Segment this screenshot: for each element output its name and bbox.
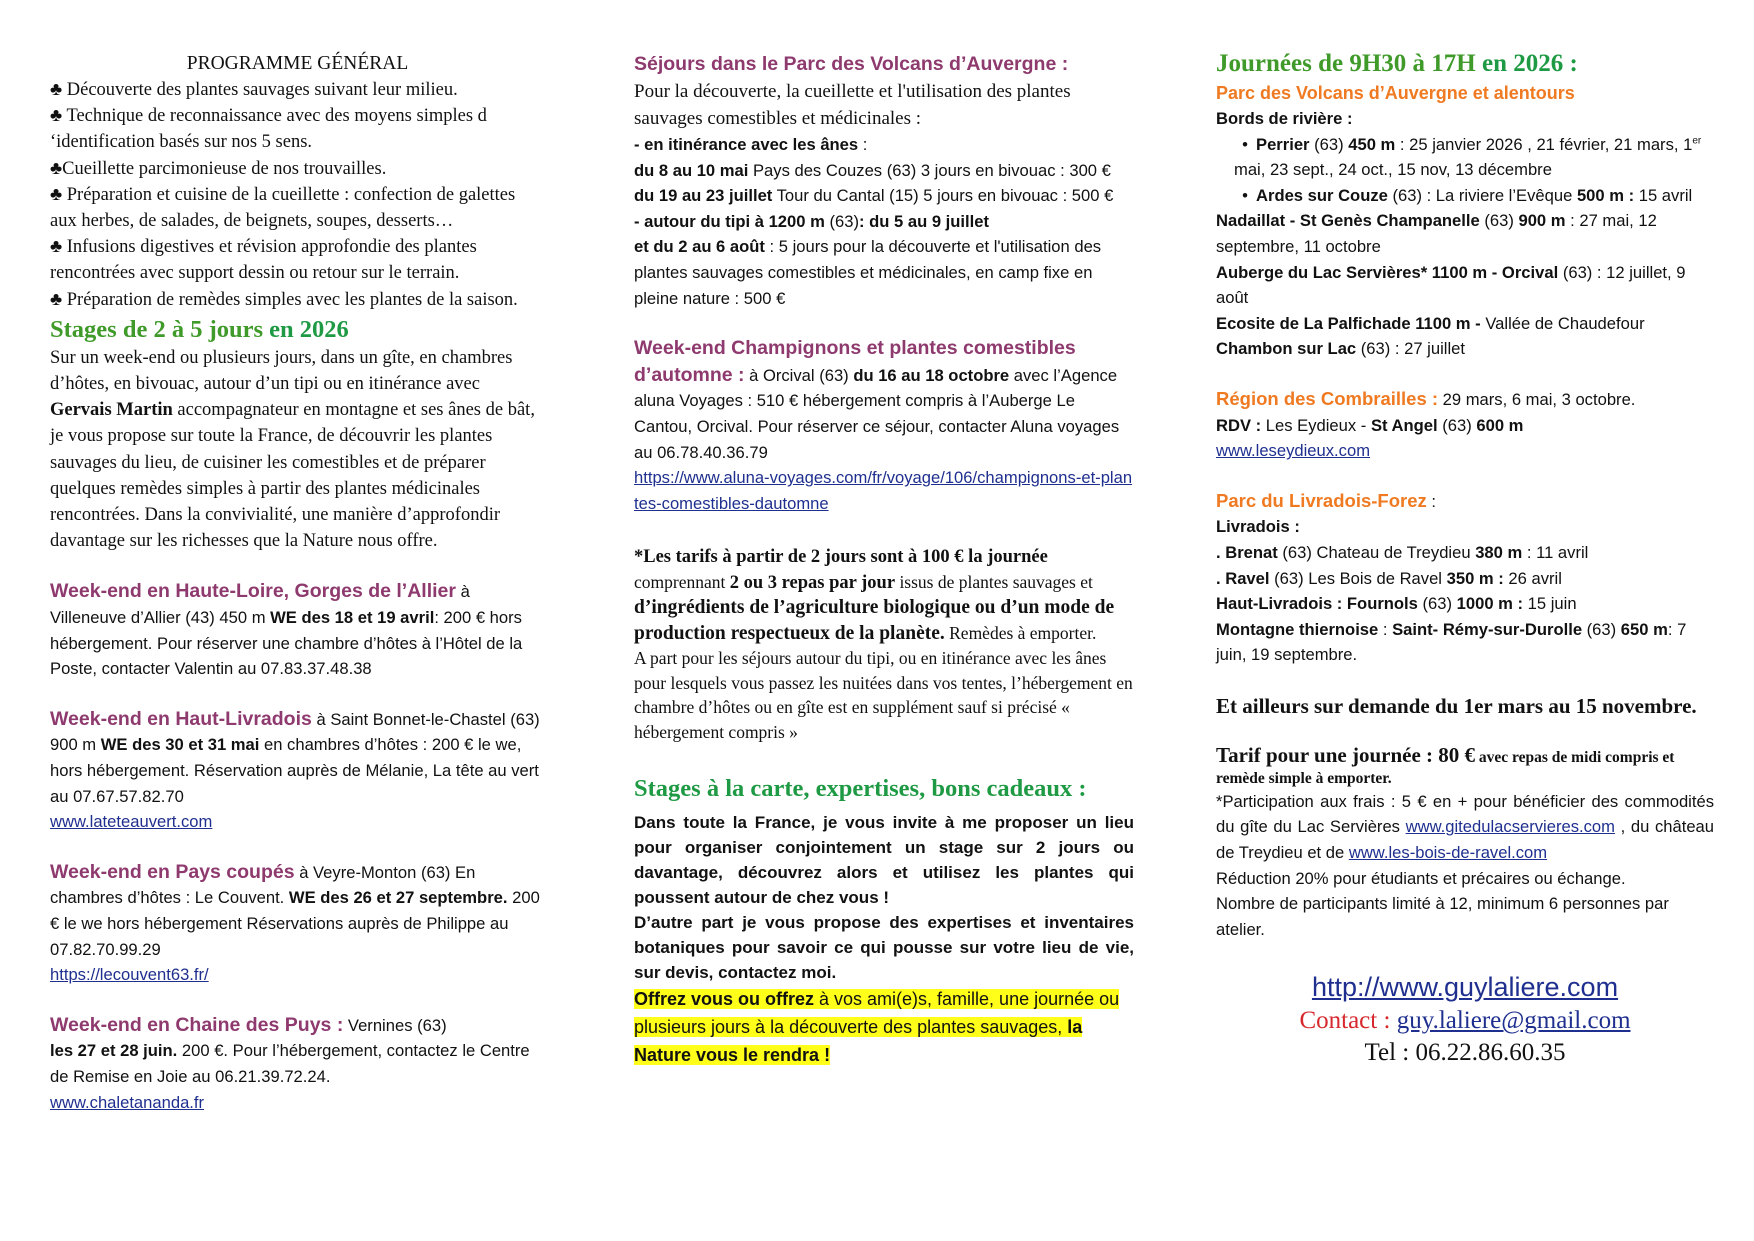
chaletananda-link[interactable]: www.chaletananda.fr (50, 1092, 205, 1112)
tarif-journee: Tarif pour une journée : 80 € avec repas de midi compris et remède simple à emporter. (1216, 742, 1675, 787)
reduction-note: Réduction 20% pour étudiants et précaires ou échange. (1216, 868, 1626, 888)
aluna-voyages-link[interactable]: https://www.aluna-voyages.com/fr/voyage/106/champignons-et-plantes-comestibles-dautomne (634, 468, 1133, 513)
gift-offer: Offrez vous ou offrez à vos ami(e)s, famille, une journée ou plusieurs jours à la découverte des plantes sauvages, la Nature vous le rendra ! (634, 989, 1120, 1066)
participation-note: *Participation aux frais : 5 € en + pour bénéficier des commodités du gîte du Lac Servières www.gitedulacservieres.com , du château de Treydieu et de www.les-bois-de-ravel.com (1216, 791, 1714, 863)
les-bois-de-ravel-link[interactable]: www.les-bois-de-ravel.com (1348, 843, 1548, 863)
lateteauvert-link[interactable]: www.lateteauvert.com (50, 812, 213, 832)
trip-cantal: du 19 au 23 juillet Tour du Cantal (15) 5 jours en bivouac : 500 € (634, 186, 1114, 206)
lecouvent-link[interactable]: https://lecouvent63.fr/ (50, 965, 209, 985)
livradois-label: Livradois : (1216, 517, 1300, 537)
weekend-chaine-des-puys: Week-end en Chaine des Puys : Vernines (63) les 27 et 28 juin. 200 €. Pour l’hébergement, contactez le Centre de Remise en Joie au 06.21.39.72.24. www.chaletananda.fr (50, 1013, 530, 1112)
programme-item: ♣ Découverte des plantes sauvages suivant leur milieu. (50, 77, 545, 103)
guide-name: Gervais Martin (50, 400, 173, 421)
gitedulac-link[interactable]: www.gitedulacservieres.com (1405, 817, 1615, 837)
bullet-icon: • (1242, 185, 1248, 205)
tarifs-note: *Les tarifs à partir de 2 jours sont à 100 € la journée comprennant 2 ou 3 repas par jour issus de plantes sauvages et d’ingrédients de l’agriculture biologique ou d’un mode de production respectueux de la planète. Remèdes à emporter. (634, 547, 1115, 644)
bullet-icon: • (1242, 134, 1248, 154)
journees-heading: Journées de 9H30 à 17H en 2026 : (1216, 50, 1578, 77)
carte-paragraph-2: D’autre part je vous propose des expertises et inventaires botaniques pour savoir ce qui pousse sur votre lieu de vie, sur devis, contactez moi. (634, 913, 1134, 983)
rdv-item: RDV : Les Eydieux - St Angel (63) 600 m (1216, 415, 1524, 435)
telephone: Tel : 06.22.86.60.35 (1364, 1039, 1566, 1067)
programme-item: ♣ Technique de reconnaissance avec des moyens simples d ‘identification basés sur nos 5 sens. (50, 103, 545, 155)
livradois-forez-heading: Parc du Livradois-Forez : (1216, 489, 1436, 511)
combrailles-item: Région des Combrailles : 29 mars, 6 mai, 3 octobre. (1216, 387, 1636, 409)
ailleurs-note: Et ailleurs sur demande du 1er mars au 15 novembre. (1216, 693, 1697, 718)
parc-volcans-heading: Parc des Volcans d’Auvergne et alentours (1216, 83, 1575, 103)
column-right (1216, 50, 1714, 1068)
fournols-item: Haut-Livradois : Fournols (63) 1000 m : 15 juin (1216, 594, 1577, 614)
perrier-item: • Perrier (63) 450 m : 25 janvier 2026 , 21 février, 21 mars, 1er mai, 23 sept., 24 oct., 15 nov, 13 décembre (1216, 132, 1714, 183)
programme-item: ♣ Infusions digestives et révision approfondie des plantes rencontrées avec support dessin ou retour sur le terrain. (50, 234, 545, 286)
programme-title: PROGRAMME GÉNÉRAL (186, 53, 409, 74)
weekend-haute-loire: Week-end en Haute-Loire, Gorges de l’Allier à Villeneuve d’Allier (43) 450 m WE des 18 et 19 avril: 200 € hors hébergement. Pour réserver une chambre d’hôtes à l’Hôtel de la Poste, contacter Valentin au 07.83.37.48.38 (50, 580, 523, 679)
bords-de-riviere-label: Bords de rivière : (1216, 109, 1353, 128)
ecosite-item: Ecosite de La Palfichade 1100 m - Vallée de Chaudefour (1216, 313, 1645, 333)
programme-item: ♣ Préparation de remèdes simples avec les plantes de la saison. (50, 287, 545, 313)
club-suit-icon: ♣ (50, 80, 63, 100)
ravel-item: . Ravel (63) Les Bois de Ravel 350 m : 26 avril (1216, 568, 1562, 588)
programme-list (50, 77, 545, 313)
club-suit-icon: ♣ (50, 106, 63, 127)
hebergement-note: A part pour les séjours autour du tipi, ou en itinérance avec les ânes pour lesquels vous passez les nuitées dans vos tentes, l’hébergement en chambre d’hôtes ou en gîte est en supplément sauf si précisé « hébergement compris » (634, 648, 1133, 742)
stages-intro: Sur un week-end ou plusieurs jours, dans un gîte, en chambres d’hôtes, en bivouac, autour d’un tipi ou en itinérance avec Gervais Martin accompagnateur en montagne et ses ânes de bât, je vous propose sur toute la France, de découvrir les plantes sauvages du lieu, de cuisiner les comestibles et de préparer quelques remèdes simples à partir des plantes médicinales rencontrées. Dans la convivialité, une manière d’approfondir davantage sur les richesses que la Nature nous offre. (50, 347, 535, 552)
column-middle (634, 50, 1134, 1069)
sejours-intro: Pour la découverte, la cueillette et l'utilisation des plantes sauvages comestibles et médicinales : (634, 81, 1071, 129)
contact-email-link[interactable]: guy.laliere@gmail.com (1396, 1007, 1631, 1035)
carte-paragraph-1: Dans toute la France, je vous invite à me proposer un lieu pour organiser conjointement un stage sur 2 jours ou davantage, découvrez alors et utilisez les plantes qui poussent autour de chez vous ! (634, 813, 1134, 908)
auberge-lac-item: Auberge du Lac Servières* 1100 m - Orcival (63) : 12 juillet, 9 août (1216, 262, 1686, 308)
website-link[interactable]: http://www.guylaliere.com (1311, 972, 1619, 1003)
weekend-haut-livradois: Week-end en Haut-Livradois à Saint Bonnet-le-Chastel (63) 900 m WE des 30 et 31 mai en chambres d’hôtes : 200 € le we, hors hébergement. Réservation auprès de Mélanie, La tête au vert au 07.67.57.82.70 www.lateteauvert.com (50, 707, 540, 832)
club-suit-icon: ♣ (50, 289, 63, 310)
carte-heading: Stages à la carte, expertises, bons cadeaux : (634, 775, 1087, 803)
nadaillat-item: Nadaillat - St Genès Champanelle (63) 900 m : 27 mai, 12 septembre, 11 octobre (1216, 211, 1657, 256)
weekend-pays-coupes: Week-end en Pays coupés à Veyre-Monton (63) En chambres d’hôtes : Le Couvent. WE des 26 et 27 septembre. 200 € le we hors hébergement Réservations auprès de Philippe au 07.82.70.99.29 https://lecouvent63.fr/ (50, 860, 540, 985)
tipi-stay: - autour du tipi à 1200 m (63): du 5 au 9 juillet et du 2 au 6 août : 5 jours pour la découverte et l'utilisation des plantes sauvages comestibles et médicinales, en camp fixe en pleine nature : 500 € (634, 211, 1102, 308)
contact-line: Contact : guy.laliere@gmail.com (1299, 1007, 1631, 1035)
itinerance-label: - en itinérance avec les ânes : (634, 135, 868, 154)
sejours-heading: Séjours dans le Parc des Volcans d’Auvergne : (634, 53, 1069, 75)
programme-item: ♣ Préparation et cuisine de la cueillette : confection de galettes aux herbes, de salades, de beignets, soupes, desserts… (50, 182, 545, 234)
club-suit-icon: ♣ (50, 158, 63, 179)
club-suit-icon: ♣ (50, 184, 63, 205)
weekend-champignons: Week-end Champignons et plantes comestibles d’automne : à Orcival (63) du 16 au 18 octobre avec l’Agence aluna Voyages : 510 € hébergement compris à l’Auberge Le Cantou, Orcival. Pour réserver ce séjour, contacter Aluna voyages au 06.78.40.36.79 https://www.aluna-voyages.com/fr/voyage/106/champignons-et-plantes-comestibles-dautomne (634, 337, 1133, 513)
club-suit-icon: ♣ (50, 237, 63, 258)
leseydieux-link[interactable]: www.leseydieux.com (1216, 441, 1371, 461)
stages-heading: Stages de 2 à 5 jours en 2026 (50, 315, 349, 343)
ardes-item: • Ardes sur Couze (63) : La riviere l’Evêque 500 m : 15 avril (1216, 183, 1714, 209)
montagne-thiernoise-item: Montagne thiernoise : Saint- Rémy-sur-Durolle (63) 650 m: 7 juin, 19 septembre. (1216, 619, 1687, 665)
chambon-item: Chambon sur Lac (63) : 27 juillet (1216, 339, 1465, 359)
trip-couzes: du 8 au 10 mai Pays des Couzes (63) 3 jours en bivouac : 300 € (634, 160, 1111, 180)
participants-note: Nombre de participants limité à 12, minimum 6 personnes par atelier. (1216, 894, 1669, 939)
programme-item: ♣Cueillette parcimonieuse de nos trouvailles. (50, 156, 545, 182)
column-left (50, 50, 545, 1115)
brenat-item: . Brenat (63) Chateau de Treydieu 380 m : 11 avril (1216, 542, 1589, 562)
